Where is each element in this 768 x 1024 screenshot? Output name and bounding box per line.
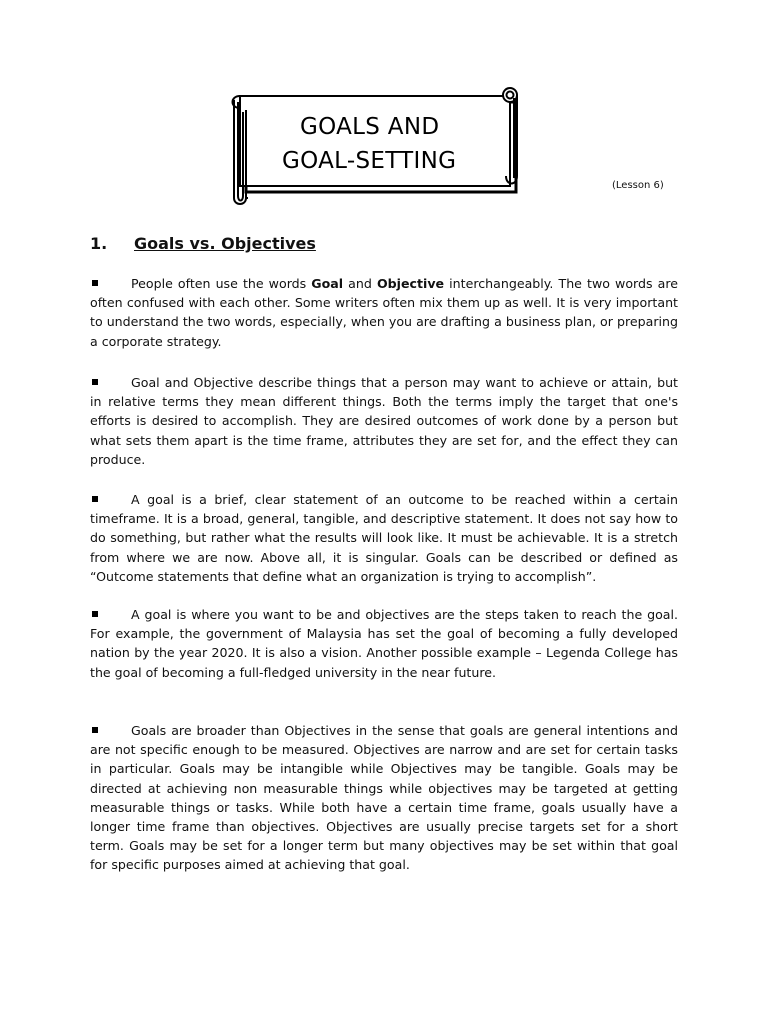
lesson-label: (Lesson 6) bbox=[612, 180, 664, 191]
bold-term-objective: Objective bbox=[376, 276, 445, 291]
paragraph-2 bbox=[90, 373, 678, 469]
title-scroll-banner bbox=[226, 86, 526, 208]
paragraph-text: interchangeably. The two words are often confused with each other. Some writers often mix them up as well. It is very important to understand the two words, especially, when you are drafting a business plan, or preparing a corporate strategy. bbox=[90, 276, 678, 349]
paragraph-text: A goal is a brief, clear statement of an outcome to be reached within a certain timeframe. It is a broad, general, tangible, and descriptive statement. It does not say how to do something, but rather what the results will look like. It must be achievable. It is a stretch from where we are now. Above all, it is singular. Goals can be described or defined as “Outcome statements that define what an organization is trying to accomplish”. bbox=[90, 492, 678, 584]
paragraph-4 bbox=[90, 605, 678, 682]
paragraph-3 bbox=[90, 490, 678, 586]
square-bullet-icon bbox=[92, 727, 98, 733]
paragraph-5 bbox=[90, 721, 678, 875]
paragraph-text: Goal and Objective describe things that a person may want to achieve or attain, but in relative terms they mean different things. Both the terms imply the target that one's efforts is desired to accomplish. They are desired outcomes of work done by a person but what sets them apart is the time frame, attributes they are set for, and the effect they can produce. bbox=[90, 375, 678, 467]
paragraph-1 bbox=[90, 274, 678, 351]
square-bullet-icon bbox=[92, 496, 98, 502]
square-bullet-icon bbox=[92, 611, 98, 617]
paragraph-text: and bbox=[343, 276, 377, 291]
scroll-frame-graphic bbox=[226, 86, 526, 208]
section-heading bbox=[90, 234, 316, 253]
square-bullet-icon bbox=[92, 280, 98, 286]
title-line-1: GOALS AND bbox=[300, 114, 440, 140]
bold-term-goal: Goal bbox=[311, 276, 344, 291]
section-number: 1. bbox=[90, 234, 108, 253]
paragraph-text: People often use the words bbox=[131, 276, 312, 291]
paragraph-text: Goals are broader than Objectives in the sense that goals are general intentions and are not specific enough to be measured. Objectives are narrow and are set for certain tasks in particular. Goals may be intangible while Objectives may be tangible. Goals may be directed at achieving non measurable things while objectives may be targeted at getting measurable things or tasks. While both have a certain time frame, goals usually have a longer time frame than objectives. Objectives are usually precise targets set for a short term. Goals may be set for a longer term but many objectives may be set within that goal for specific purposes aimed at achieving that goal. bbox=[90, 723, 678, 873]
square-bullet-icon bbox=[92, 379, 98, 385]
title-line-2: GOAL-SETTING bbox=[282, 148, 457, 174]
paragraph-text: A goal is where you want to be and objectives are the steps taken to reach the goal. For example, the government of Malaysia has set the goal of becoming a fully developed nation by the year 2020. It is also a vision. Another possible example – Legenda College has the goal of becoming a full-fledged university in the near future. bbox=[90, 607, 678, 680]
section-title: Goals vs. Objectives bbox=[134, 234, 316, 253]
